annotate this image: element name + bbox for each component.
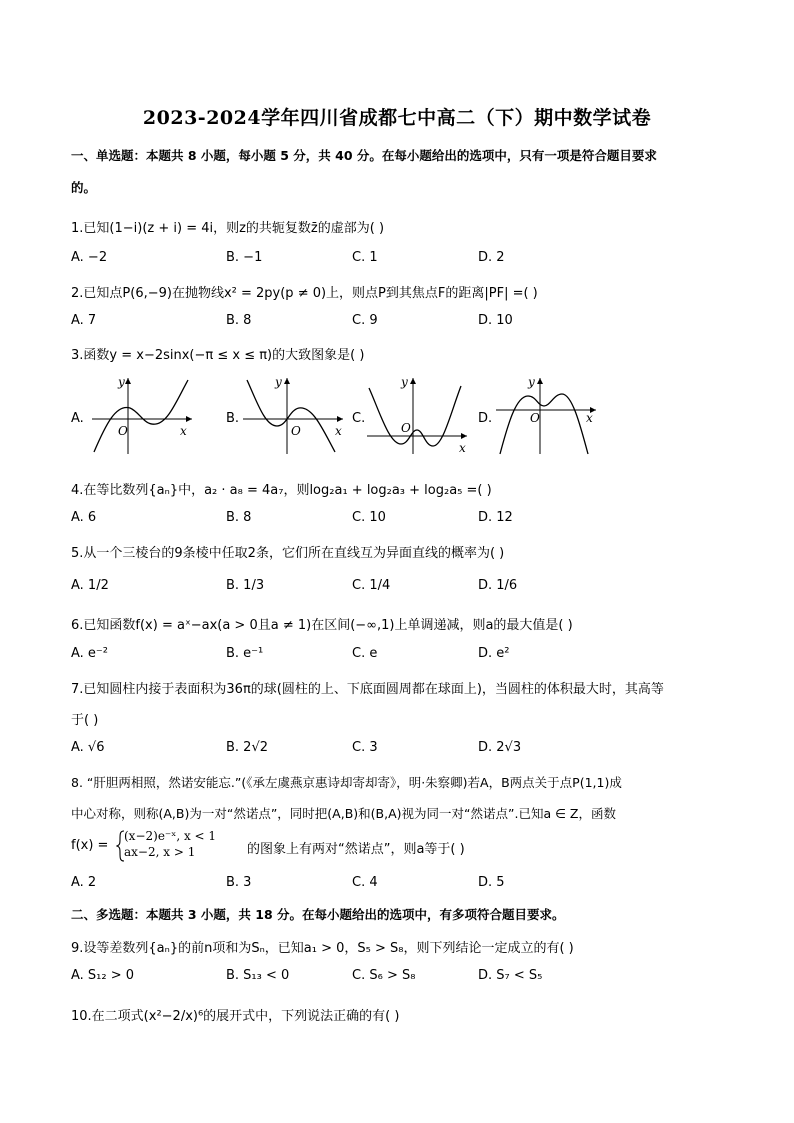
question-7-cont: 于( ) [71,713,99,728]
q4-option-a[interactable]: A. 6 [71,510,97,525]
q1-option-d[interactable]: D. 2 [478,250,505,265]
q3d-origin-label: O [530,411,540,425]
q2-option-c[interactable]: C. 9 [352,313,378,328]
q1-option-a[interactable]: A. −2 [71,250,108,265]
q9-option-b[interactable]: B. S₁₃ < 0 [226,968,290,983]
q3c-origin-label: O [401,421,411,435]
page-title: 2023-2024学年四川省成都七中高二（下）期中数学试卷 [142,107,652,129]
question-9: 9.设等差数列{aₙ}的前n项和为Sₙ，已知a₁ > 0，S₅ > S₈，则下列结论一定成立的有( ) [71,941,574,956]
q3a-origin-label: O [118,424,128,438]
q7-option-d[interactable]: D. 2√3 [478,740,522,755]
q6-option-a[interactable]: A. e⁻² [71,646,109,661]
question-7: 7.已知圆柱内接于表面积为36π的球(圆柱的上、下底面圆周都在球面上)，当圆柱的体积最大时，其高等 [71,682,664,697]
q3-graph-d[interactable] [492,374,602,456]
question-1: 1.已知(1−i)(z + i) = 4i，则z的共轭复数z̄的虚部为( ) [71,221,385,236]
question-8: 8. “肝胆两相照，然诺安能忘.”(《承左虞燕京惠诗却寄却寄》，明·朱察卿)若A，B两点关于点P(1,1)成 [71,775,622,790]
q3b-origin-label: O [291,424,301,438]
q3-option-a[interactable]: A. [71,411,84,426]
q3-graph-a[interactable] [88,374,198,456]
question-10: 10.在二项式(x²−2/x)⁶的展开式中，下列说法正确的有( ) [71,1009,400,1024]
q9-option-a[interactable]: A. S₁₂ > 0 [71,968,135,983]
q3b-x-label: x [335,424,342,438]
q3d-x-label: x [586,411,593,425]
question-8-tail: 的图象上有两对“然诺点”，则a等于( ) [247,842,465,857]
q3a-y-label: y [118,375,125,389]
section1-heading: 一、单选题：本题共 8 小题，每小题 5 分，共 40 分。在每小题给出的选项中，只有一项是符合题目要求 [71,148,657,163]
q8-option-a[interactable]: A. 2 [71,875,97,890]
question-5: 5.从一个三棱台的9条棱中任取2条，它们所在直线互为异面直线的概率为( ) [71,546,505,561]
q7-option-c[interactable]: C. 3 [352,740,378,755]
section2-heading: 二、多选题：本题共 3 小题，共 18 分。在每小题给出的选项中，有多项符合题目要求。 [71,907,565,922]
q3-graph-b[interactable] [239,374,349,456]
q1-option-b[interactable]: B. −1 [226,250,263,265]
q4-option-d[interactable]: D. 12 [478,510,513,525]
q8-option-b[interactable]: B. 3 [226,875,252,890]
q5-option-a[interactable]: A. 1/2 [71,578,109,593]
q6-option-d[interactable]: D. e² [478,646,510,661]
question-4: 4.在等比数列{aₙ}中，a₂ · a₈ = 4a₇，则log₂a₁ + log₂a₃ + log₂a₅ =( ) [71,483,492,498]
q7-option-b[interactable]: B. 2√2 [226,740,269,755]
q8-piece-bottom: ax−2, x > 1 [124,845,196,859]
q9-option-c[interactable]: C. S₆ > S₈ [352,968,416,983]
q2-option-a[interactable]: A. 7 [71,313,97,328]
q9-option-d[interactable]: D. S₇ < S₅ [478,968,543,983]
question-3: 3.函数y = x−2sinx(−π ≤ x ≤ π)的大致图象是( ) [71,348,365,363]
q5-option-c[interactable]: C. 1/4 [352,578,391,593]
q4-option-b[interactable]: B. 8 [226,510,252,525]
question-8-cont: 中心对称，则称(A,B)为一对“然诺点”，同时把(A,B)和(B,A)视为同一对“然诺点”.已知a ∈ Z，函数 [71,806,616,821]
q8-option-c[interactable]: C. 4 [352,875,378,890]
q2-option-d[interactable]: D. 10 [478,313,513,328]
question-2: 2.已知点P(6,−9)在抛物线x² = 2py(p ≠ 0)上，则点P到其焦点F的距离|PF| =( ) [71,286,538,301]
q5-option-b[interactable]: B. 1/3 [226,578,265,593]
q4-option-c[interactable]: C. 10 [352,510,386,525]
q8-option-d[interactable]: D. 5 [478,875,505,890]
q5-option-d[interactable]: D. 1/6 [478,578,518,593]
q3c-x-label: x [459,441,466,455]
q3-option-b[interactable]: B. [226,411,240,426]
q6-option-c[interactable]: C. e [352,646,378,661]
q3-option-d[interactable]: D. [478,411,493,426]
q3-graph-c[interactable] [363,374,473,456]
q2-option-b[interactable]: B. 8 [226,313,252,328]
q3d-y-label: y [528,375,535,389]
section1-heading-cont: 的。 [71,180,97,195]
q1-option-c[interactable]: C. 1 [352,250,378,265]
question-6: 6.已知函数f(x) = aˣ−ax(a > 0且a ≠ 1)在区间(−∞,1)上单调递减，则a的最大值是( ) [71,618,573,633]
q3b-y-label: y [275,375,282,389]
q6-option-b[interactable]: B. e⁻¹ [226,646,264,661]
q7-option-a[interactable]: A. √6 [71,740,105,755]
q8-piece-top: (x−2)e⁻ˣ, x < 1 [124,829,217,843]
q3c-y-label: y [401,375,408,389]
q3a-x-label: x [180,424,187,438]
q3-option-c[interactable]: C. [352,411,366,426]
q8-fx-label: f(x) = [71,838,109,853]
